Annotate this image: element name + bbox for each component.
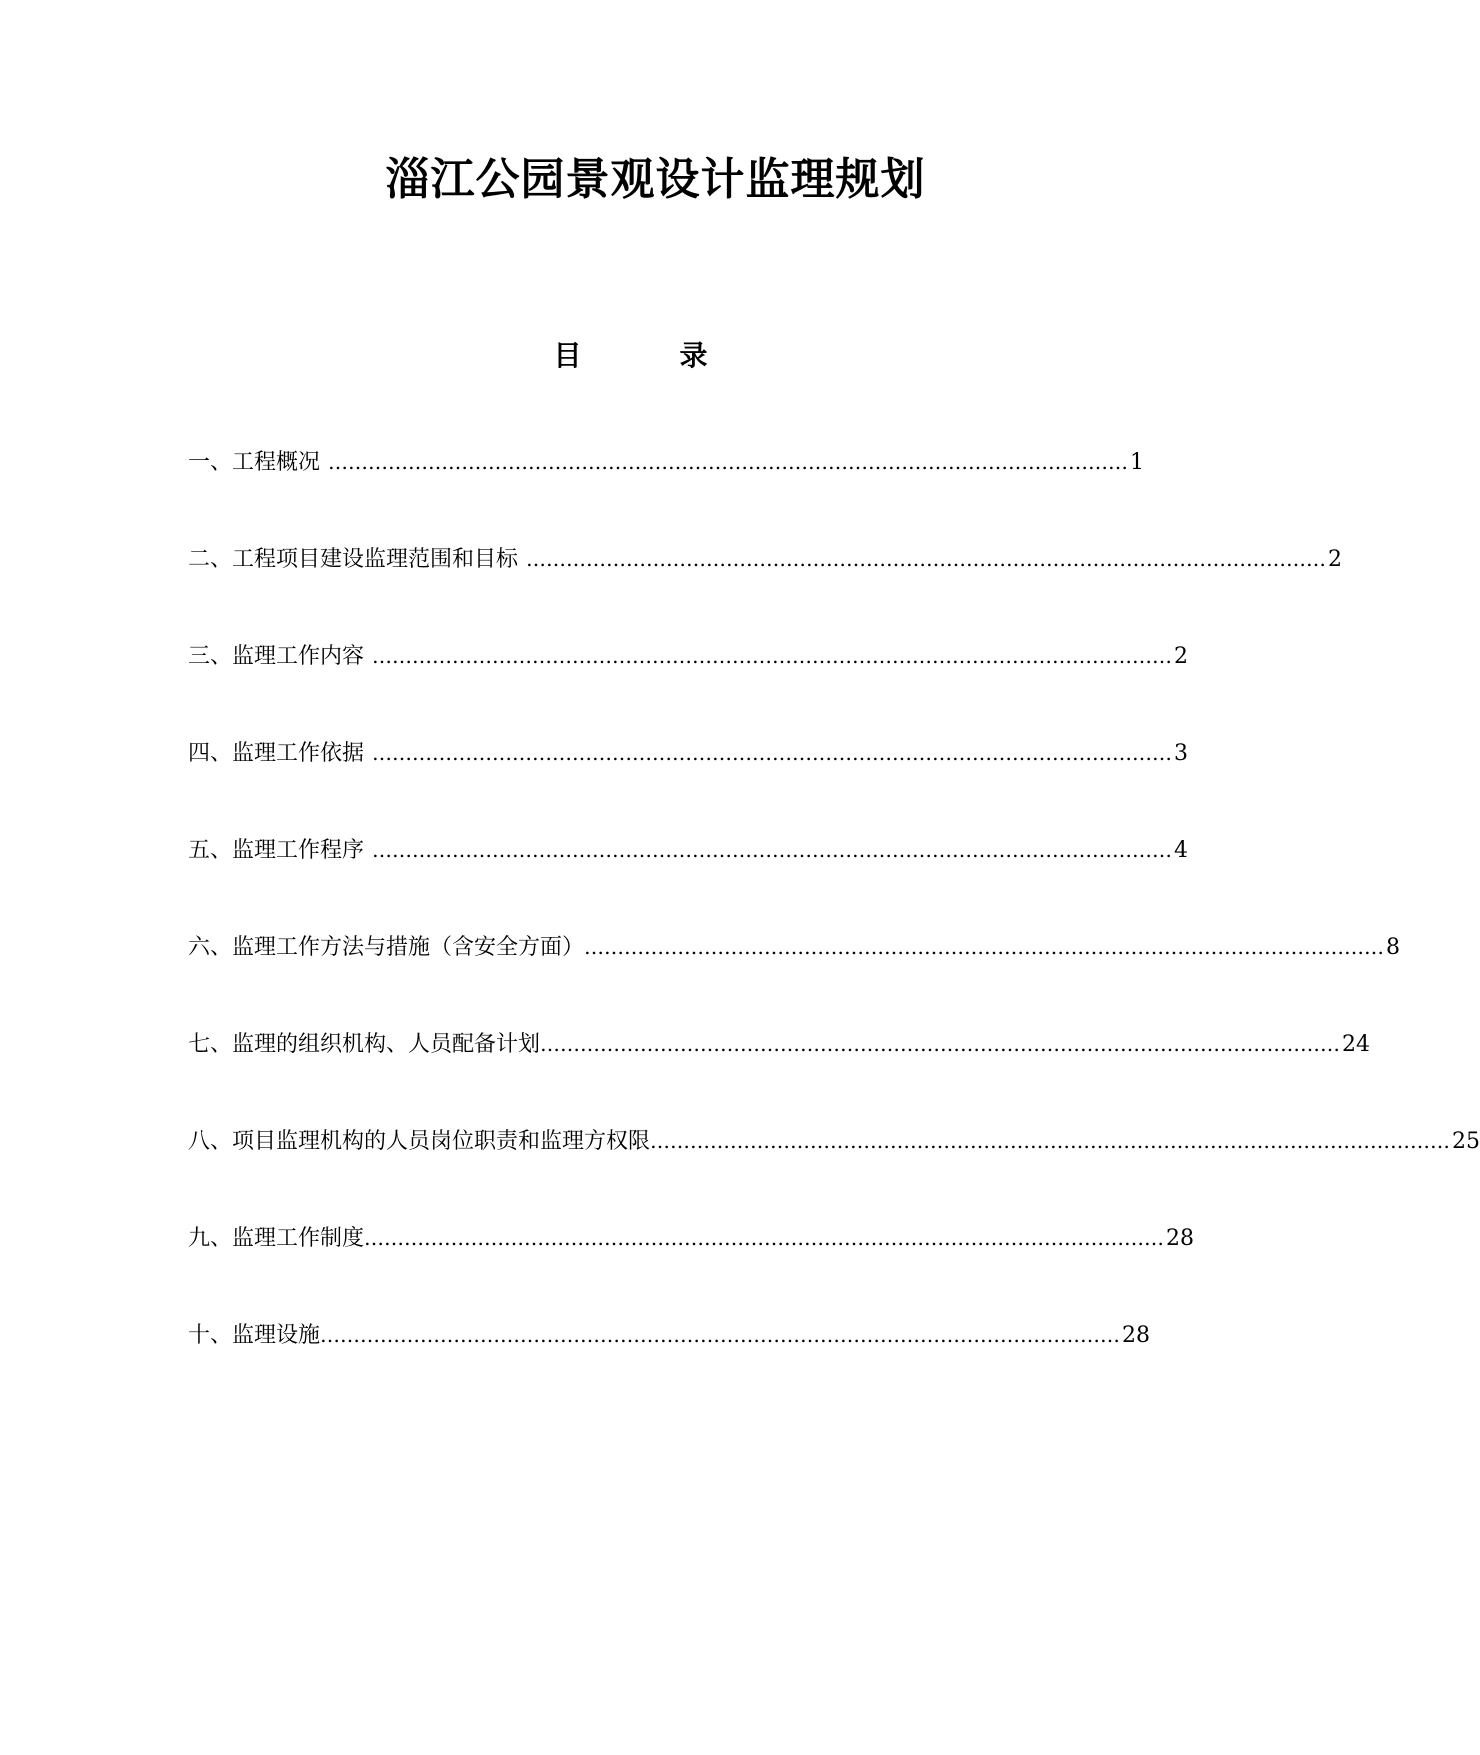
- toc-entry[interactable]: [188, 832, 1189, 868]
- toc-entry-page: 3: [1174, 741, 1189, 766]
- dot-leader: …………………………………………………………………………………………………………: [650, 1129, 1451, 1153]
- toc-entry-page: 8: [1386, 935, 1401, 960]
- toc-entry[interactable]: [188, 1026, 1371, 1062]
- dot-leader: …………………………………………………………………………………………………………: [584, 935, 1385, 959]
- toc-entry-page: 2: [1174, 644, 1189, 669]
- toc-entry[interactable]: [188, 1317, 1151, 1353]
- dot-leader: …………………………………………………………………………………………………………: [320, 1323, 1121, 1347]
- toc-entry-page: 1: [1130, 450, 1145, 475]
- dot-leader: …………………………………………………………………………………………………………: [372, 644, 1173, 668]
- toc-entry-page: 28: [1166, 1226, 1195, 1251]
- toc-entry-label: 五、监理工作程序: [188, 838, 365, 863]
- dot-leader: …………………………………………………………………………………………………………: [526, 547, 1327, 571]
- document-title: 淄江公园景观设计监理规划: [385, 154, 926, 205]
- table-of-contents: [188, 444, 1480, 1414]
- toc-entry-label: 三、监理工作内容: [188, 644, 365, 669]
- toc-entry[interactable]: [188, 541, 1343, 577]
- toc-entry[interactable]: [188, 929, 1401, 965]
- toc-entry-label: 九、监理工作制度: [188, 1226, 365, 1251]
- toc-entry-label: 七、监理的组织机构、人员配备计划: [188, 1032, 541, 1057]
- dot-leader: …………………………………………………………………………………………………………: [328, 450, 1129, 474]
- toc-entry[interactable]: [188, 1220, 1195, 1256]
- toc-entry-label: 四、监理工作依据: [188, 741, 365, 766]
- toc-entry-label: 十、监理设施: [188, 1323, 321, 1348]
- toc-heading-right: 录: [679, 339, 708, 372]
- dot-leader: …………………………………………………………………………………………………………: [372, 741, 1173, 765]
- dot-leader: …………………………………………………………………………………………………………: [364, 1226, 1165, 1250]
- toc-entry-page: 4: [1174, 838, 1189, 863]
- toc-entry[interactable]: [188, 444, 1145, 480]
- toc-entry-page: 2: [1328, 547, 1343, 572]
- toc-entry[interactable]: [188, 1123, 1480, 1159]
- toc-heading-left: 目: [553, 339, 582, 372]
- toc-entry-page: 28: [1122, 1323, 1151, 1348]
- toc-entry-page: 25: [1452, 1129, 1480, 1154]
- toc-entry-label: 八、项目监理机构的人员岗位职责和监理方权限: [188, 1129, 651, 1154]
- toc-heading: [0, 336, 1241, 376]
- toc-entry[interactable]: [188, 638, 1189, 674]
- dot-leader: …………………………………………………………………………………………………………: [372, 838, 1173, 862]
- toc-entry-label: 二、工程项目建设监理范围和目标: [188, 547, 519, 572]
- toc-entry-label: 六、监理工作方法与措施（含安全方面）: [188, 935, 585, 960]
- dot-leader: …………………………………………………………………………………………………………: [540, 1032, 1341, 1056]
- toc-entry[interactable]: [188, 735, 1189, 771]
- toc-entry-label: 一、工程概况: [188, 450, 321, 475]
- toc-entry-page: 24: [1342, 1032, 1371, 1057]
